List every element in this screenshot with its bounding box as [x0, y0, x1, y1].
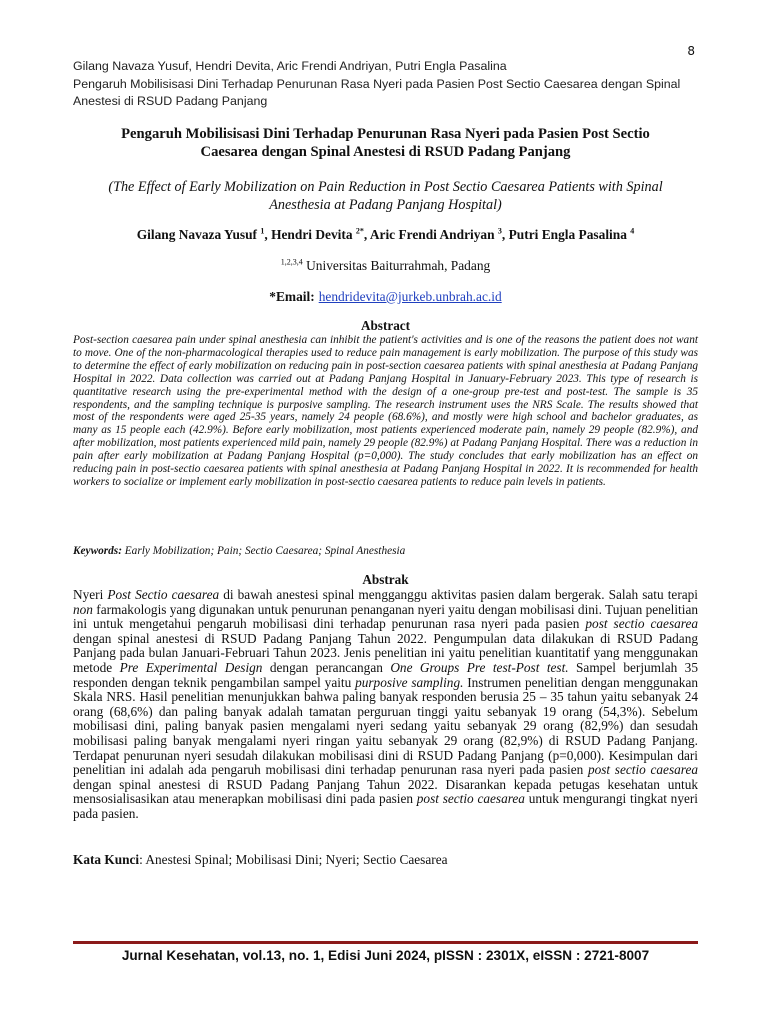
italic-term: Pre Experimental Design [119, 659, 263, 675]
affiliation-name: Universitas Baiturrahmah, Padang [306, 258, 491, 273]
italic-term: post sectio caesarea [587, 762, 698, 778]
author-affiliation-mark: 3 [497, 226, 502, 236]
kata-kunci-line [73, 852, 698, 868]
paper-title-english-line2: Anesthesia at Padang Panjang Hospital) [269, 196, 502, 213]
paper-title-line2: Caesarea dengan Spinal Anestesi di RSUD Padang Panjang [200, 143, 571, 160]
email-label: *Email: [269, 289, 315, 304]
running-head-title-line1: Pengaruh Mobilisisasi Dini Terhadap Penurunan Rasa Nyeri pada Pasien Post Sectio Caesarea dengan Spinal [73, 76, 681, 91]
keywords-line [73, 545, 698, 557]
running-head-authors: Gilang Navaza Yusuf, Hendri Devita, Aric Frendi Andriyan, Putri Engla Pasalina [73, 59, 507, 73]
kata-kunci-text: : Anestesi Spinal; Mobilisasi Dini; Nyeri; Sectio Caesarea [139, 852, 448, 867]
italic-term: One Groups Pre test-Post test. [390, 659, 569, 675]
author-affiliation-mark: 2* [355, 226, 364, 236]
author-affiliation-mark: 4 [630, 226, 635, 236]
paper-title-line1: Pengaruh Mobilisisasi Dini Terhadap Penurunan Rasa Nyeri pada Pasien Post Sectio [121, 126, 650, 142]
keywords-label: Keywords: [73, 545, 122, 557]
italic-term: purposive sampling. [355, 674, 464, 690]
running-head [73, 58, 698, 111]
abstrak-heading: Abstrak [362, 572, 409, 587]
footer-rule [73, 941, 698, 944]
italic-term: post sectio caesarea [585, 616, 698, 632]
affiliation-marks: 1,2,3,4 [280, 257, 303, 267]
author-name: Gilang Navaza Yusuf [136, 227, 261, 242]
affiliation [73, 258, 698, 274]
italic-term: non [73, 601, 93, 617]
paper-title-english-line1: (The Effect of Early Mobilization on Pain Reduction in Post Sectio Caesarea Patients with Spinal [108, 179, 663, 195]
email-line [73, 289, 698, 305]
running-head-title-line2: Anestesi di RSUD Padang Panjang [73, 94, 268, 108]
author-list: Gilang Navaza Yusuf $^1$, Hendri Devita $^{2*}$, Aric Frendi Andriyan $^3$, Putri Engla Pasalina $^4$ [136, 226, 635, 242]
paper-title [73, 126, 698, 161]
italic-term: post sectio caesarea [416, 791, 525, 807]
author-name: Putri Engla Pasalina [508, 227, 631, 242]
italic-term: Post Sectio caesarea [107, 587, 220, 602]
author-affiliation-mark: 1 [260, 226, 265, 236]
keywords-text: Early Mobilization; Pain; Sectio Caesarea; Spinal Anesthesia [124, 545, 406, 557]
journal-footer: Jurnal Kesehatan, vol.13, no. 1, Edisi Juni 2024, pISSN : 2301X, eISSN : 2721-8007 [121, 948, 650, 963]
kata-kunci-label: Kata Kunci [73, 852, 140, 867]
paper-title-english [73, 179, 698, 214]
author-name: Hendri Devita [271, 227, 356, 242]
abstrak-text: Nyeri Post Sectio caesarea di bawah anestesi spinal mengganggu aktivitas pasien dalam bergerak. Salah satu terapi non farmakologis yang digunakan untuk penurunan penanganan nyeri yaitu dengan mobilisasi dini. Tujuan penelitian ini untuk mengetahui pengaruh mobilisasi dini terhadap penurunan rasa nyeri pada pasien post sectio caesarea dengan spinal anestesi di RSUD Padang Panjang Tahun 2022. Pengumpulan data dilakukan di RSUD Padang Panjang pada bulan Januari-Februari Tahun 2023. Jenis penelitian ini yaitu penelitian kuantitatif yang menggunakan metode Pre Experimental Design dengan perancangan One Groups Pre test-Post test. Sampel berjumlah 35 responden dengan teknik pengambilan sampel yaitu purposive sampling. Instrumen penelitian dengan menggunakan Skala NRS. Hasil penelitian menunjukkan bahwa paling banyak responden berusia 25 – 35 tahun yaitu sebanyak 24 orang (68,6%) dan paling banyak adalah tamatan perguruan tinggi yaitu sebanyak 19 orang (54,3%). Sebelum mobilisasi dini, paling banyak pasien mengalami nyeri sedang yaitu sebanyak 29 orang (82,9%) dan sesudah mobilisasi paling banyak mengalami nyeri ringan yaitu sebanyak 29 orang (82,9%) di RSUD Padang Panjang. Terdapat penurunan nyeri sesudah dilakukan mobilisasi dini di RSUD Padang Panjang (p=0,000). Kesimpulan dari penelitian ini adalah ada pengaruh mobilisasi dini terhadap penurunan rasa nyeri pada pasien post sectio caesarea dengan spinal anestesi di RSUD Padang Panjang Tahun 2022. Disarankan kepada petugas kesehatan untuk mensosialisasikan atau menerapkan mobilisasi dini pada pasien post sectio caesarea untuk mengurangi tingkat nyeri pada pasien. [73, 587, 698, 821]
page-number: 8 [687, 44, 695, 58]
email-link[interactable]: hendridevita@jurkeb.unbrah.ac.id [318, 289, 502, 304]
author-name: Aric Frendi Andriyan [369, 227, 498, 242]
abstract-heading: Abstract [360, 318, 411, 333]
abstract-english-text: Post-section caesarea pain under spinal anesthesia can inhibit the patient's activities and is one of the reasons the patient does not want to move. One of the non-pharmacological therapies used to reduce pain management is early mobilization. The purpose of this study was to determine the effect of early mobilization on reducing pain in post-section caesarea patients with spinal anesthesia at Padang Panjang Hospital in 2022. Data collection was carried out at Padang Panjang Hospital in January-February 2023. This type of research is quantitative research using the pre-experimental method with the design of a one-group pre-test and post-test. The sample is 35 respondents, and the sampling technique is purposive sampling. The research instrument uses the NRS Scale. The results showed that most of the respondents were aged 25-35 years, namely 24 people (68.6%), and mostly were high school and bachelor graduates, as many as 15 people each (42.9%). Before early mobilization, most patients experienced moderate pain, namely 29 people (82.9%), and after mobilization, most patients experienced mild pain, namely 29 people (82.9%) at Padang Panjang Hospital. There was a reduction in pain after early mobilization at Padang Panjang Hospital (p=0,000). The study concludes that early mobilization has an effect on reducing pain in post-sectio caesarea patients with spinal anesthesia at Padang Panjang Hospital in 2022. It is recommended for health workers to socialize or implement early mobilization in post-sectio caesarea patients to reduce pain levels in patients. [73, 334, 698, 488]
